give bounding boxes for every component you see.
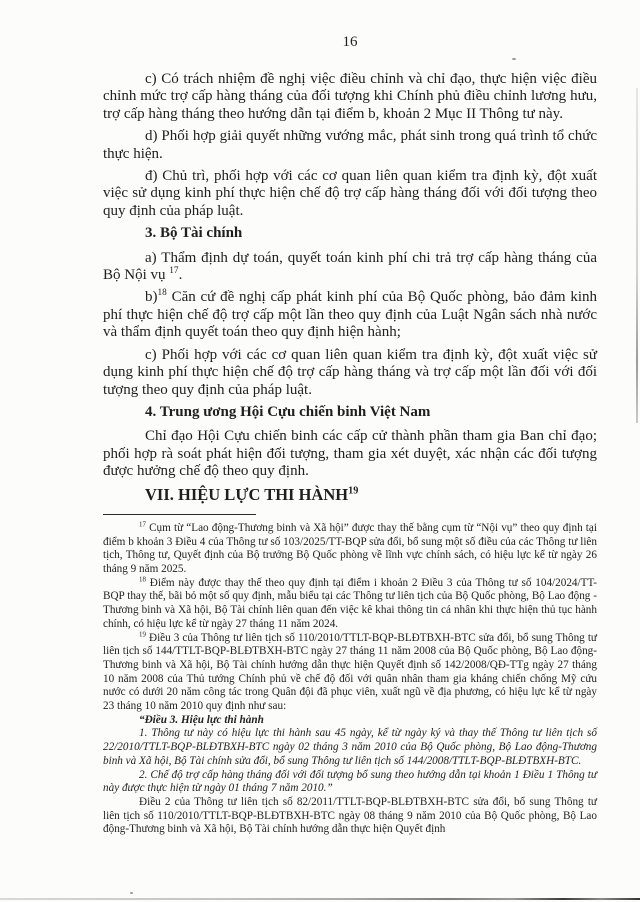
footnotes xyxy=(103,522,597,837)
text-run: “Điều 3. Hiệu lực thi hành xyxy=(139,713,264,726)
paragraph xyxy=(103,714,597,728)
text-run: . xyxy=(178,267,183,284)
footnote-marker: 19 xyxy=(139,629,146,638)
scan-edge-bottom xyxy=(0,898,640,900)
footnote-marker: 17 xyxy=(169,266,179,277)
text-run: đ) Chủ trì, phối hợp với các cơ quan liên quan kiểm tra định kỳ, đột xuất việc sử dụng kinh phí thực hiện chế độ trợ cấp hàng tháng đối với đối tượng theo quy định của pháp luật. xyxy=(103,168,597,219)
text-run: 1. Thông tư này có hiệu lực thi hành sau 45 ngày, kể từ ngày ký và thay thế Thông tư liên tịch số 22/2010/TTLT-BQP-BLĐTBXH-BTC ngày 02 tháng 3 năm 2010 của Bộ Quốc phòng, Bộ Lao động-Thương binh và Xã hội, Bộ Tài chính sửa đổi, bổ sung Thông tư liên tịch số 144/2008/TTLT-BQP-BLĐTBXH-BTC. xyxy=(103,727,597,767)
text-run: Điều 2 của Thông tư liên tịch số 82/2011/TTLT-BQP-BLĐTBXH-BTC sửa đổi, bổ sung Thông tư liên tịch số 110/2010/TTLT-BQP-BLĐTBXH-BTC ngày 08 tháng 9 năm 2010 của Bộ Quốc phòng, Bộ Lao động-Thương binh và Xã hội, Bộ Tài chính hướng dẫn thực hiện Quyết định xyxy=(103,796,597,836)
scan-speck xyxy=(512,58,516,60)
text-run: Điều 3 của Thông tư liên tịch số 110/2010/TTLT-BQP-BLĐTBXH-BTC sửa đổi, bổ sung Thông tư liên tịch số 144/TTLT-BQP-BLĐTBXH-BTC ngày 27 tháng 11 năm 2008 của Bộ Quốc phòng, Bộ Lao động-Thương binh và Xã hội, Bộ Tài chính hướng dẫn thực hiện Quyết định số 142/2008/QĐ-TTg ngày 27 tháng 10 năm 2008 của Thủ tướng Chính phủ về chế độ đối với quân nhân tham gia kháng chiến chống Mỹ cứu nước có dưới 20 năm công tác trong Quân đội đã phục viên, xuất ngũ về địa phương, có hiệu lực kể từ ngày 23 tháng 10 năm 2010 quy định như sau: xyxy=(103,631,597,713)
paragraph xyxy=(103,796,597,837)
text-run: d) Phối hợp giải quyết những vướng mắc, phát sinh trong quá trình tổ chức thực hiện. xyxy=(103,128,597,162)
paragraph xyxy=(103,577,597,632)
text-run: Chỉ đạo Hội Cựu chiến binh các cấp cử thành phần tham gia Ban chỉ đạo; phối hợp rà soát phát hiện đối tượng, tham gia xét duyệt, xác nhận các đối tượng được hưởng chế độ theo quy định. xyxy=(103,428,597,480)
text-run: Căn cứ đề nghị cấp phát kinh phí của Bộ Quốc phòng, bảo đảm kinh phí thực hiện chế độ trợ cấp một lần theo quy định của Luật Ngân sách nhà nước và thẩm định quyết toán theo quy định hiện hành; xyxy=(103,289,597,341)
footnote-marker: 17 xyxy=(139,520,146,529)
paragraph xyxy=(103,769,597,796)
footnote-marker: 18 xyxy=(139,575,146,584)
paragraph xyxy=(103,347,597,399)
paragraph xyxy=(103,250,597,285)
paragraph xyxy=(103,128,597,163)
text-run: 2. Chế độ trợ cấp hàng tháng đối với đối tượng bổ sung theo hướng dẫn tại khoản 1 Điều 1 Thông tư này được thực hiện từ ngày 01 tháng 7 năm 2010.” xyxy=(103,768,597,795)
paragraph xyxy=(103,168,597,220)
text-run: c) Phối hợp với các cơ quan liên quan kiểm tra định kỳ, đột xuất việc sử dụng kinh phí thực hiện chế độ trợ cấp hàng tháng và trợ cấp một lần đối với đối tượng theo quy định của pháp luật. xyxy=(103,346,597,398)
text-run: 3. Bộ Tài chính xyxy=(145,225,243,242)
footnote-marker: 19 xyxy=(348,485,359,497)
scan-speck xyxy=(130,892,133,894)
page-number: 16 xyxy=(342,34,358,50)
section-heading xyxy=(103,404,597,421)
paragraph xyxy=(103,522,597,577)
page-content xyxy=(103,34,597,837)
text-run: Điểm này được thay thế theo quy định tại điểm i khoản 2 Điều 3 của Thông tư số 104/2024/TT-BQP thay thế, bãi bỏ một số quy định, mẫu biểu tại các Thông tư liên tịch của Bộ Quốc phòng, Bộ Lao động - Thương binh và Xã hội, Bộ Tài chính liên quan đến việc kê khai thông tin cá nhân khi thực hiện thủ tục hành chính, có hiệu lực kể từ ngày 27 tháng 11 năm 2024. xyxy=(103,576,597,630)
text-run: 4. Trung ương Hội Cựu chiến binh Việt Nam xyxy=(145,403,431,420)
footnote-separator xyxy=(103,514,256,515)
text-run: a) Thẩm định dự toán, quyết toán kinh phí chi trả trợ cấp hàng tháng của Bộ Nội vụ xyxy=(103,249,597,284)
section-heading xyxy=(103,225,597,242)
paragraph xyxy=(103,629,597,714)
section-heading xyxy=(103,486,597,503)
paragraph xyxy=(103,289,597,341)
text-run: Cụm từ “Lao động-Thương binh và Xã hội” được thay thế bằng cụm từ “Nội vụ” theo quy định tại điểm b khoản 3 Điều 4 của Thông tư số 103/2025/TT-BQP sửa đổi, bổ sung một số điều của các Thông tư liên tịch, Thông tư, Quyết định của Bộ trưởng Bộ Quốc phòng về lĩnh vực chính sách, có hiệu lực kể từ ngày 26 tháng 9 năm 2025. xyxy=(103,521,597,576)
paragraph xyxy=(103,727,597,768)
paragraph xyxy=(103,428,597,480)
text-run: c) Có trách nhiệm đề nghị việc điều chỉnh và chỉ đạo, thực hiện việc điều chỉnh mức trợ cấp hàng tháng của đối tượng khi Chính phủ điều chỉnh lương hưu, trợ cấp hàng tháng theo hướng dẫn tại điểm b, khoản 2 Mục II Thông tư này. xyxy=(103,71,597,122)
paragraph xyxy=(103,71,597,123)
text-run: b) xyxy=(145,289,158,306)
text-run: VII. HIỆU LỰC THI HÀNH xyxy=(145,484,349,504)
scan-edge-right xyxy=(636,88,638,423)
footnote-marker: 18 xyxy=(157,288,167,299)
body-text xyxy=(103,71,597,503)
